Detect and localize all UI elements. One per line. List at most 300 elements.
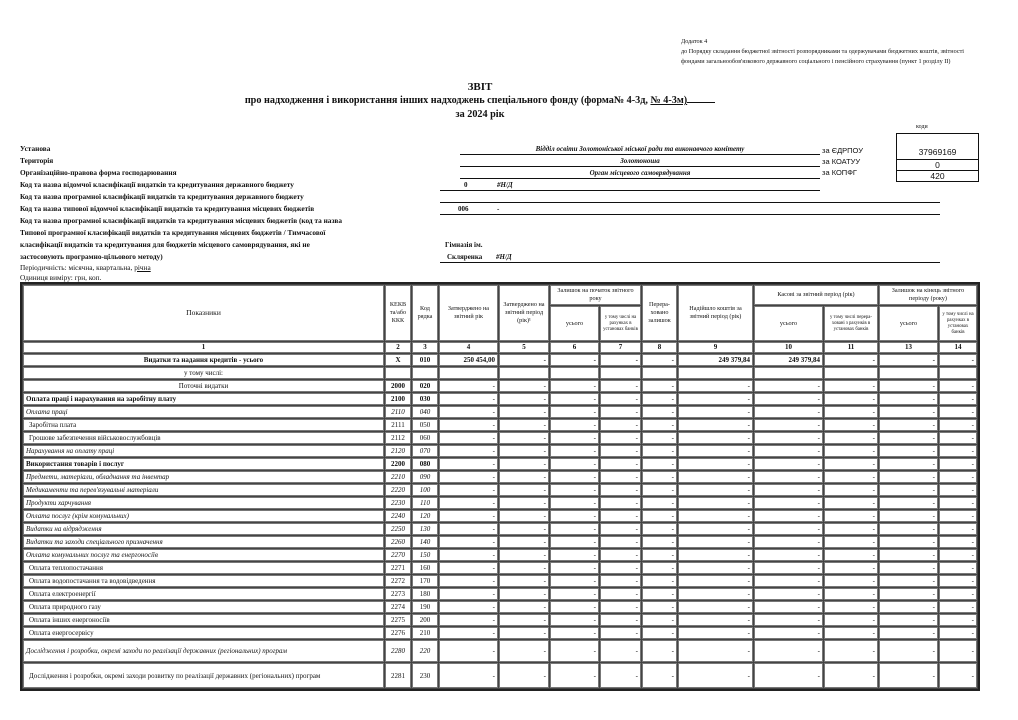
codes-heading: коди: [916, 124, 928, 130]
table-row: [23, 627, 977, 639]
row-value: [499, 367, 549, 379]
row-value: -: [824, 497, 878, 509]
row-value: -: [754, 458, 823, 470]
row-value: -: [550, 445, 599, 457]
row-kekv: 2210: [385, 471, 411, 483]
row-value: -: [879, 445, 938, 457]
header-balance-end-total: усього: [879, 306, 938, 341]
table-row: [23, 432, 977, 444]
row-kekv: 2275: [385, 614, 411, 626]
report-subtitle: [180, 94, 780, 108]
row-value: -: [678, 445, 753, 457]
row-code: 070: [412, 445, 438, 457]
row-code: 020: [412, 380, 438, 392]
row-value: [550, 367, 599, 379]
row-value: -: [824, 510, 878, 522]
col-number: 7: [600, 342, 641, 353]
typical-dept-local-label: Код та назва типової відомчої класифікації видатків та кредитування місцевих бюджетів: [20, 204, 315, 213]
row-value: -: [600, 536, 641, 548]
row-value: -: [939, 484, 977, 496]
table-row: [23, 523, 977, 535]
row-label: Поточні видатки: [23, 380, 384, 392]
row-value: -: [439, 601, 498, 613]
row-value: -: [824, 562, 878, 574]
row-value: -: [824, 471, 878, 483]
row-label: Оплата водопостачання та водовідведення: [23, 575, 384, 587]
unit-of-measure: Одиниця виміру: грн, коп.: [20, 273, 102, 282]
header-row-code: Код рядка: [412, 285, 438, 341]
row-label: Дослідження і розробки, окремі заходи розвитку по реалізації державних (регіональних) програм: [23, 663, 384, 688]
row-value: -: [678, 588, 753, 600]
row-value: -: [939, 575, 977, 587]
row-value: -: [642, 562, 677, 574]
report-period: за 2024 рік: [455, 109, 505, 120]
row-value: -: [439, 640, 498, 662]
dept-class-state-label: Код та назва відомчої класифікації видатків та кредитування державного бюджету: [20, 180, 294, 189]
row-value: -: [678, 497, 753, 509]
row-value: -: [550, 510, 599, 522]
row-value: -: [550, 627, 599, 639]
row-value: -: [939, 419, 977, 431]
legal-form-value: Орган місцевого самоврядування: [460, 167, 820, 179]
row-value: -: [499, 562, 549, 574]
row-value: -: [879, 601, 938, 613]
row-value: -: [600, 497, 641, 509]
table-header-row: [23, 285, 977, 305]
periodicity-prefix: Періодичність: місячна, квартальна,: [20, 263, 135, 272]
row-value: -: [600, 614, 641, 626]
row-value: -: [600, 380, 641, 392]
row-value: -: [879, 588, 938, 600]
row-value: -: [879, 432, 938, 444]
row-value: -: [879, 354, 938, 366]
row-value: -: [939, 640, 977, 662]
row-value: -: [439, 484, 498, 496]
row-value: -: [642, 497, 677, 509]
kopfg-code: 420: [897, 170, 978, 181]
row-kekv: 2276: [385, 627, 411, 639]
row-value: -: [642, 575, 677, 587]
row-label: Медикаменти та перев'язувальні матеріали: [23, 484, 384, 496]
table-row: [23, 458, 977, 470]
row-value: -: [550, 523, 599, 535]
row-value: -: [879, 510, 938, 522]
row-value: -: [879, 640, 938, 662]
row-kekv: X: [385, 354, 411, 366]
col-number: 13: [879, 342, 938, 353]
row-value: -: [642, 588, 677, 600]
row-value: -: [879, 549, 938, 561]
prog-class-local-value-2: Скляренка: [447, 253, 483, 261]
appendix-title: Додаток 4: [681, 38, 708, 45]
col-number: 6: [550, 342, 599, 353]
table-row: [23, 471, 977, 483]
underline-divider: [687, 94, 715, 103]
row-value: -: [824, 393, 878, 405]
row-code: 180: [412, 588, 438, 600]
edrpou-label: за ЄДРПОУ: [822, 146, 863, 155]
row-value: [439, 367, 498, 379]
row-value: -: [550, 458, 599, 470]
row-value: -: [439, 523, 498, 535]
row-value: -: [642, 458, 677, 470]
row-value: -: [939, 497, 977, 509]
table-row: [23, 510, 977, 522]
row-value: -: [939, 471, 977, 483]
row-value: -: [499, 458, 549, 470]
code-labels: [822, 145, 863, 178]
row-value: -: [754, 393, 823, 405]
row-code: 130: [412, 523, 438, 535]
row-value: -: [824, 536, 878, 548]
header-cash-total: усього: [754, 306, 823, 341]
row-value: -: [754, 445, 823, 457]
row-kekv: 2250: [385, 523, 411, 535]
row-value: -: [824, 354, 878, 366]
koatuu-code: 0: [897, 159, 978, 170]
row-value: -: [499, 406, 549, 418]
row-value: -: [600, 419, 641, 431]
row-value: -: [678, 393, 753, 405]
row-kekv: 2280: [385, 640, 411, 662]
kopfg-label: за КОПФГ: [822, 168, 857, 177]
row-value: -: [824, 588, 878, 600]
report-subtitle-text: про надходження і використання інших надходжень спеціального фонду (форма№ 4-3д,: [244, 95, 648, 106]
row-value: -: [678, 614, 753, 626]
row-value: -: [642, 523, 677, 535]
row-value: -: [754, 432, 823, 444]
row-value: -: [439, 614, 498, 626]
row-value: -: [642, 663, 677, 688]
typical-dept-local-line: [440, 203, 940, 215]
row-value: -: [754, 588, 823, 600]
row-kekv: 2274: [385, 601, 411, 613]
row-value: -: [824, 640, 878, 662]
row-value: -: [600, 445, 641, 457]
row-value: -: [754, 484, 823, 496]
table-row: [23, 393, 977, 405]
dept-class-state-code: 0: [464, 181, 468, 189]
col-number: 1: [23, 342, 384, 353]
row-kekv: 2240: [385, 510, 411, 522]
row-kekv: 2272: [385, 575, 411, 587]
row-value: -: [754, 601, 823, 613]
prog-class-local-value-1: Гімназія ім.: [445, 241, 483, 249]
row-value: -: [550, 432, 599, 444]
territory-value: Золотоноша: [460, 155, 820, 167]
row-value: -: [600, 510, 641, 522]
row-value: -: [879, 523, 938, 535]
row-value: -: [939, 536, 977, 548]
row-value: -: [939, 549, 977, 561]
row-value: -: [550, 536, 599, 548]
row-value: -: [499, 663, 549, 688]
row-value: -: [939, 458, 977, 470]
row-value: -: [550, 380, 599, 392]
row-label: Видатки та надання кредитів - усього: [23, 354, 384, 366]
row-value: -: [439, 549, 498, 561]
row-code: 190: [412, 601, 438, 613]
row-value: -: [754, 380, 823, 392]
row-value: -: [879, 497, 938, 509]
table-row: [23, 536, 977, 548]
row-label: Заробітна плата: [23, 419, 384, 431]
row-value: -: [824, 458, 878, 470]
row-value: -: [824, 627, 878, 639]
row-value: -: [439, 575, 498, 587]
row-value: -: [824, 406, 878, 418]
row-value: -: [824, 663, 878, 688]
row-kekv: 2000: [385, 380, 411, 392]
periodicity-selected: річна: [134, 263, 151, 272]
row-value: -: [939, 627, 977, 639]
row-value: -: [499, 471, 549, 483]
typical-dept-local-code: 006: [458, 205, 469, 213]
row-value: -: [600, 471, 641, 483]
koatuu-label: за КОАТУУ: [822, 157, 861, 166]
row-value: -: [824, 484, 878, 496]
row-value: -: [642, 445, 677, 457]
col-number: 5: [499, 342, 549, 353]
appendix-text: до Порядку складання бюджетної звітності розпорядниками та одержувачами бюджетних коштів, звітності фондами загальнообов'язкового державного соціального і пенсійного страхування (пункт 1 розділу II): [681, 48, 964, 65]
row-value: -: [600, 588, 641, 600]
row-label: Видатки та заходи спеціального призначення: [23, 536, 384, 548]
table-row: [23, 484, 977, 496]
table-row: [23, 588, 977, 600]
row-value: -: [550, 640, 599, 662]
row-value: -: [499, 354, 549, 366]
row-value: -: [754, 663, 823, 688]
row-code: 220: [412, 640, 438, 662]
row-value: -: [499, 380, 549, 392]
row-kekv: [385, 367, 411, 379]
row-value: -: [939, 588, 977, 600]
row-value: -: [678, 510, 753, 522]
row-value: -: [499, 484, 549, 496]
row-value: -: [600, 562, 641, 574]
row-value: -: [754, 640, 823, 662]
row-value: -: [642, 484, 677, 496]
row-value: -: [879, 458, 938, 470]
row-value: -: [879, 562, 938, 574]
row-value: -: [754, 510, 823, 522]
row-value: -: [879, 419, 938, 431]
row-code: 210: [412, 627, 438, 639]
row-value: -: [439, 588, 498, 600]
row-code: 060: [412, 432, 438, 444]
row-value: -: [879, 536, 938, 548]
row-value: -: [939, 510, 977, 522]
row-value: -: [754, 523, 823, 535]
row-value: -: [550, 419, 599, 431]
row-value: -: [642, 393, 677, 405]
row-label: у тому числі:: [23, 367, 384, 379]
table-row: [23, 419, 977, 431]
row-kekv: 2100: [385, 393, 411, 405]
row-value: -: [600, 458, 641, 470]
row-value: -: [879, 663, 938, 688]
table-row: [23, 497, 977, 509]
row-value: -: [939, 432, 977, 444]
row-label: Оплата електроенергії: [23, 588, 384, 600]
row-value: -: [678, 406, 753, 418]
table-row: [23, 601, 977, 613]
row-value: -: [824, 614, 878, 626]
header-kekv: КЕКВ та/або ККК: [385, 285, 411, 341]
row-value: -: [439, 627, 498, 639]
row-value: -: [550, 614, 599, 626]
table-row: [23, 575, 977, 587]
row-value: -: [439, 419, 498, 431]
row-value: -: [754, 419, 823, 431]
row-value: -: [499, 640, 549, 662]
row-value: -: [550, 497, 599, 509]
row-value: 249 379,84: [754, 354, 823, 366]
row-value: -: [642, 640, 677, 662]
row-value: -: [939, 614, 977, 626]
header-balance-start-banks: у тому числі на рахунках в установах банків: [600, 306, 641, 341]
row-value: -: [879, 627, 938, 639]
row-value: -: [439, 406, 498, 418]
row-value: -: [550, 484, 599, 496]
territory-label: Територія: [20, 156, 54, 165]
row-value: -: [879, 575, 938, 587]
table-row: [23, 640, 977, 662]
prog-class-local-line: [440, 251, 940, 263]
dept-class-state-name: #Н/Д: [497, 181, 513, 189]
row-value: -: [879, 406, 938, 418]
row-value: -: [678, 484, 753, 496]
row-value: -: [754, 562, 823, 574]
header-received: Надійшло коштів за звітний період (рік): [678, 285, 753, 341]
row-code: [412, 367, 438, 379]
table-row: [23, 380, 977, 392]
row-value: [939, 367, 977, 379]
row-value: -: [499, 523, 549, 535]
row-value: -: [439, 458, 498, 470]
row-value: -: [600, 663, 641, 688]
row-value: -: [600, 406, 641, 418]
row-code: 050: [412, 419, 438, 431]
row-value: -: [939, 380, 977, 392]
row-value: -: [678, 419, 753, 431]
row-code: 010: [412, 354, 438, 366]
row-value: -: [939, 445, 977, 457]
row-value: [754, 367, 823, 379]
row-value: -: [824, 380, 878, 392]
row-value: -: [678, 536, 753, 548]
row-value: 250 454,00: [439, 354, 498, 366]
row-value: -: [754, 536, 823, 548]
row-value: -: [642, 471, 677, 483]
row-code: 140: [412, 536, 438, 548]
col-number: 14: [939, 342, 977, 353]
table-row: [23, 549, 977, 561]
row-kekv: 2281: [385, 663, 411, 688]
row-code: 160: [412, 562, 438, 574]
row-value: -: [499, 575, 549, 587]
row-value: -: [439, 536, 498, 548]
row-label: Оплата енергосервісу: [23, 627, 384, 639]
row-label: Оплата теплопостачання: [23, 562, 384, 574]
prog-class-local-label-4: застосовують програмно-цільового методу): [20, 252, 163, 261]
row-value: -: [439, 380, 498, 392]
legal-form-label: Організаційно-правова форма господарювання: [20, 168, 177, 177]
row-value: -: [939, 523, 977, 535]
row-value: -: [678, 471, 753, 483]
row-value: -: [754, 549, 823, 561]
row-code: 150: [412, 549, 438, 561]
row-label: Оплата послуг (крім комунальних): [23, 510, 384, 522]
row-value: -: [642, 614, 677, 626]
row-value: -: [499, 536, 549, 548]
row-label: Грошове забезпечення військовослужбовців: [23, 432, 384, 444]
row-value: -: [499, 432, 549, 444]
prog-class-state-line: [440, 191, 940, 203]
header-balance-start-total: усього: [550, 306, 599, 341]
row-label: Оплата праці і нарахування на заробітну плату: [23, 393, 384, 405]
header-indicators: Показники: [23, 285, 384, 341]
row-value: -: [678, 663, 753, 688]
row-label: Оплата інших енергоносіїв: [23, 614, 384, 626]
row-value: -: [642, 432, 677, 444]
row-kekv: 2260: [385, 536, 411, 548]
row-value: -: [439, 510, 498, 522]
row-kekv: 2270: [385, 549, 411, 561]
appendix-note: [681, 37, 981, 67]
row-value: -: [499, 445, 549, 457]
row-value: -: [678, 562, 753, 574]
row-value: -: [824, 575, 878, 587]
prog-class-local-value-3: #Н/Д: [496, 253, 512, 261]
header-balance-end: Залишок на кінець звітного періоду (року): [879, 285, 977, 305]
row-kekv: 2200: [385, 458, 411, 470]
row-value: -: [600, 601, 641, 613]
row-value: -: [642, 510, 677, 522]
row-value: -: [439, 663, 498, 688]
row-value: -: [550, 406, 599, 418]
row-value: -: [600, 523, 641, 535]
table-row: [23, 367, 977, 379]
row-label: Оплата комунальних послуг та енергоносіїв: [23, 549, 384, 561]
row-value: -: [642, 419, 677, 431]
row-value: -: [550, 601, 599, 613]
row-value: -: [939, 663, 977, 688]
report-title-block: [180, 80, 780, 121]
row-value: -: [879, 393, 938, 405]
row-value: -: [550, 575, 599, 587]
header-balance-end-banks: у тому числі на рахунках в установах банків: [939, 306, 977, 341]
table-row: [23, 562, 977, 574]
row-value: -: [499, 510, 549, 522]
row-value: -: [439, 562, 498, 574]
header-cash: Касові за звітний період (рік): [754, 285, 878, 305]
row-value: -: [939, 406, 977, 418]
row-value: -: [439, 471, 498, 483]
row-value: -: [879, 484, 938, 496]
row-value: -: [439, 445, 498, 457]
row-value: -: [499, 419, 549, 431]
row-kekv: 2110: [385, 406, 411, 418]
row-value: -: [642, 354, 677, 366]
header-transferred: Перера-ховано залишок: [642, 285, 677, 341]
row-code: 110: [412, 497, 438, 509]
row-value: [642, 367, 677, 379]
row-value: -: [499, 627, 549, 639]
row-value: -: [642, 627, 677, 639]
institution-label: Установа: [20, 144, 51, 153]
row-value: -: [879, 471, 938, 483]
